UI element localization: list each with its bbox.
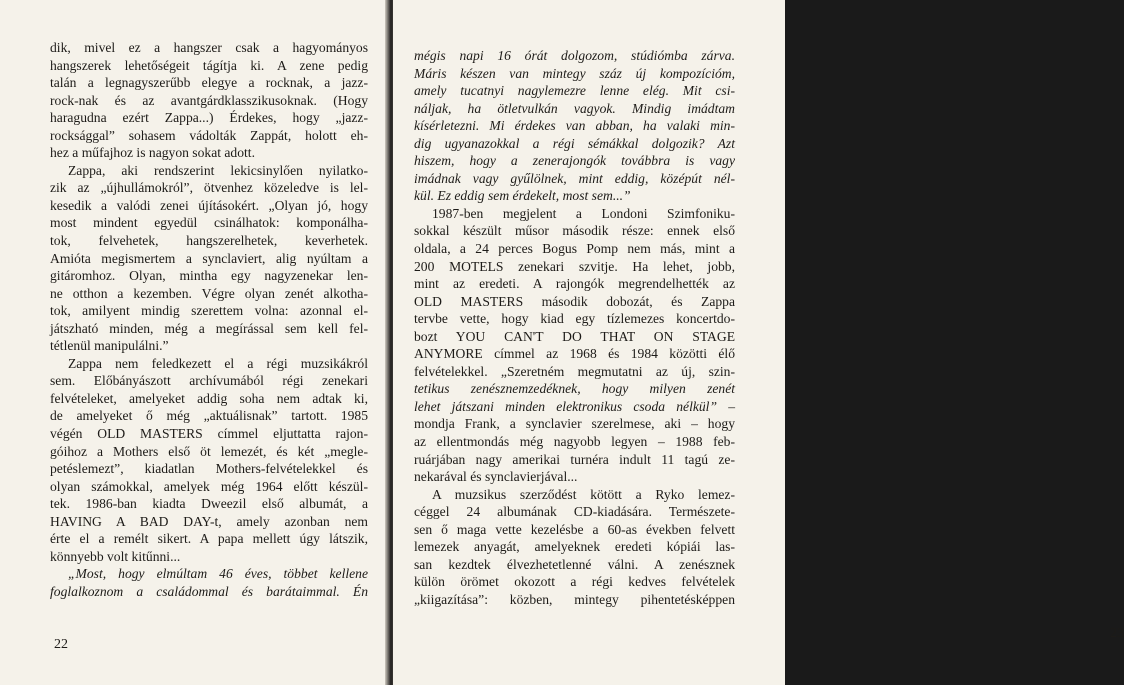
- text-line: külön örömet okozott a régi kedves felvételek: [414, 574, 735, 590]
- text-line: „Most, hogy elmúltam 46 éves, többet kellene: [68, 566, 368, 582]
- text-line: A muzsikus szerződést kötött a Ryko lemez-: [432, 486, 735, 502]
- text-line: nekarával és synclavierjával...: [414, 469, 578, 485]
- text-line: Máris készen van mintegy száz új kompozícióm,: [414, 65, 735, 81]
- text-line: talán a legnagyszerűbb elegye a rocknak, a jazz-: [50, 75, 368, 91]
- right-page: [393, 0, 1124, 685]
- text-line: céggel 24 albumának CD-kiadására. Természete-: [414, 504, 735, 520]
- text-line: az ellentmondás még nagyobb legyen – 1988 feb-: [414, 434, 735, 450]
- left-page-body: [50, 39, 368, 601]
- text-line: sem. Előbányászott archívumából régi zenekari: [50, 373, 368, 389]
- text-line: HAVING A BAD DAY-t, amely azonban nem: [50, 513, 368, 529]
- text-line: tetikus zenésznemzedéknek, hogy milyen zenét: [414, 381, 735, 397]
- text-line: tok, amilyent mindig szerettem volna: azonnal el-: [50, 303, 368, 319]
- text-line: lemezek anyagát, amelyeknek eredeti kópiái las-: [414, 539, 735, 555]
- text-line: foglalkoznom a családommal és barátaimmal. Én: [50, 583, 368, 599]
- text-line: 200 MOTELS zenekari szvitje. Ha lehet, jobb,: [414, 258, 735, 274]
- text-line: Amióta megismertem a synclaviert, alig nyúltam a: [50, 250, 368, 266]
- text-line: zik az „újhullámokról”, ötvenhez közeledve is lel-: [50, 180, 368, 196]
- text-line: érte el a remélt sikert. A papa mellett úgy látszik,: [50, 531, 368, 547]
- text-line: hez a műfajhoz is nagyon sokat adott.: [50, 145, 255, 161]
- text-line: 1987-ben megjelent a Londoni Szimfoniku-: [432, 205, 735, 221]
- left-page-number: 22: [54, 637, 68, 652]
- text-line: kísérletezni. Mi érdekes van abban, ha valaki min-: [414, 118, 735, 134]
- text-line: könnyebb volt kitűnni...: [50, 548, 181, 564]
- text-line: most mindent egyedül csinálhatok: komponálha-: [50, 215, 368, 231]
- text-line: tétlenül manipulálni.”: [50, 338, 169, 354]
- text-line: OLD MASTERS második dobozát, és Zappa: [414, 293, 735, 309]
- text-line: végén OLD MASTERS címmel eljuttatta rajon-: [50, 426, 368, 442]
- text-line: tek. 1986-ban kiadta Dweezil első albumát, a: [50, 496, 368, 512]
- text-line: lehet játszani minden elektronikus csoda nélkül” –: [414, 398, 735, 414]
- right-page-number: 23: [1110, 626, 1124, 641]
- text-line: mint az eredeti. A rajongók megrendelhették az: [414, 276, 735, 292]
- text-line: sokkal készült műsor második része: ennek első: [414, 223, 735, 239]
- text-line: mondja Frank, a synclavier szerelmese, aki – hogy: [414, 416, 735, 432]
- text-line: olyan számokkal, amelyek még 1964 előtt készül-: [50, 478, 368, 494]
- text-line: san kezdtek élvezhetetlenné válni. A zenésznek: [414, 556, 735, 572]
- text-line: náljak, ha ötletvulkán vagyok. Mindig imádtam: [414, 100, 735, 116]
- text-line: gitáromhoz. Olyan, mintha egy nagyzenekar len-: [50, 268, 368, 284]
- text-line: sen ő maga vette kezelésbe a 60-as években felvett: [414, 521, 735, 537]
- text-line: ne otthon a kezemben. Végre olyan zenét alkotha-: [50, 285, 368, 301]
- right-page-body: [414, 47, 735, 609]
- text-line: rocksággal” sohasem vádolták Zappát, holott eh-: [50, 127, 368, 143]
- text-line: hangszerek lehetőségeit tágítja ki. A zene pedig: [50, 57, 368, 73]
- text-line: imádnak vagy gyűlölnek, mint eddig, középút nél-: [414, 170, 735, 186]
- text-line: játszható minden, még a megírással sem kell fel-: [50, 320, 368, 336]
- text-line: oldala, a 24 perces Bogus Pomp nem más, mint a: [414, 241, 735, 257]
- text-line: mégis napi 16 órát dolgozom, stúdiómba zárva.: [414, 48, 735, 63]
- text-line: felvételeket, amelyeket addig soha nem adtak ki,: [50, 390, 368, 406]
- text-line: hiszem, hogy a zenerajongók továbbra is vagy: [414, 153, 735, 169]
- text-line: dik, mivel ez a hangszer csak a hagyományos: [50, 40, 368, 55]
- text-line: bozt YOU CAN'T DO THAT ON STAGE: [414, 328, 735, 344]
- text-line: kül. Ez eddig sem érdekelt, most sem...”: [414, 188, 631, 204]
- text-line: ANYMORE címmel az 1968 és 1984 közötti élő: [414, 346, 735, 362]
- text-line: haragudna ezért Zappa...) Érdekes, hogy „jazz-: [50, 110, 368, 126]
- text-line: Zappa, aki rendszerint lekicsinylően nyilatko-: [68, 162, 368, 178]
- text-line: felvételekkel. „Szeretném megmutatni az új, szin-: [414, 363, 735, 379]
- text-line: petéslemezt”, kiadatlan Mothers-felvételekkel és: [50, 461, 368, 477]
- text-line: Zappa nem feledkezett el a régi muzsikákról: [68, 355, 368, 371]
- left-page: [0, 0, 389, 685]
- text-line: tok, felvehetek, hangszerelhetek, keverhetek.: [50, 233, 368, 249]
- text-line: dig ugyanazokkal a régi sémákkal dolgozik? Azt: [414, 135, 735, 151]
- text-line: góihoz a Mothers első öt lemezét, és két „megle-: [50, 443, 368, 459]
- text-line: rock-nak és az avantgárdklasszikusoknak. (Hogy: [50, 92, 368, 108]
- text-line: kesedik a valódi zenei újításokért. „Olyan jó, hogy: [50, 197, 368, 213]
- text-line: de amelyeket ő még „aktuálisnak” tartott. 1985: [50, 408, 368, 424]
- text-line: tervbe vette, hogy kiad egy tízlemezes koncertdo-: [414, 311, 735, 327]
- text-line: ruárjában nagy amerikai turnéra indult 11 tagú ze-: [414, 451, 735, 467]
- text-line: „kiigazítása”: közben, mintegy pihentetésképpen: [414, 591, 735, 607]
- text-line: amely tucatnyi nagylemezre lenne elég. Mit csi-: [414, 83, 735, 99]
